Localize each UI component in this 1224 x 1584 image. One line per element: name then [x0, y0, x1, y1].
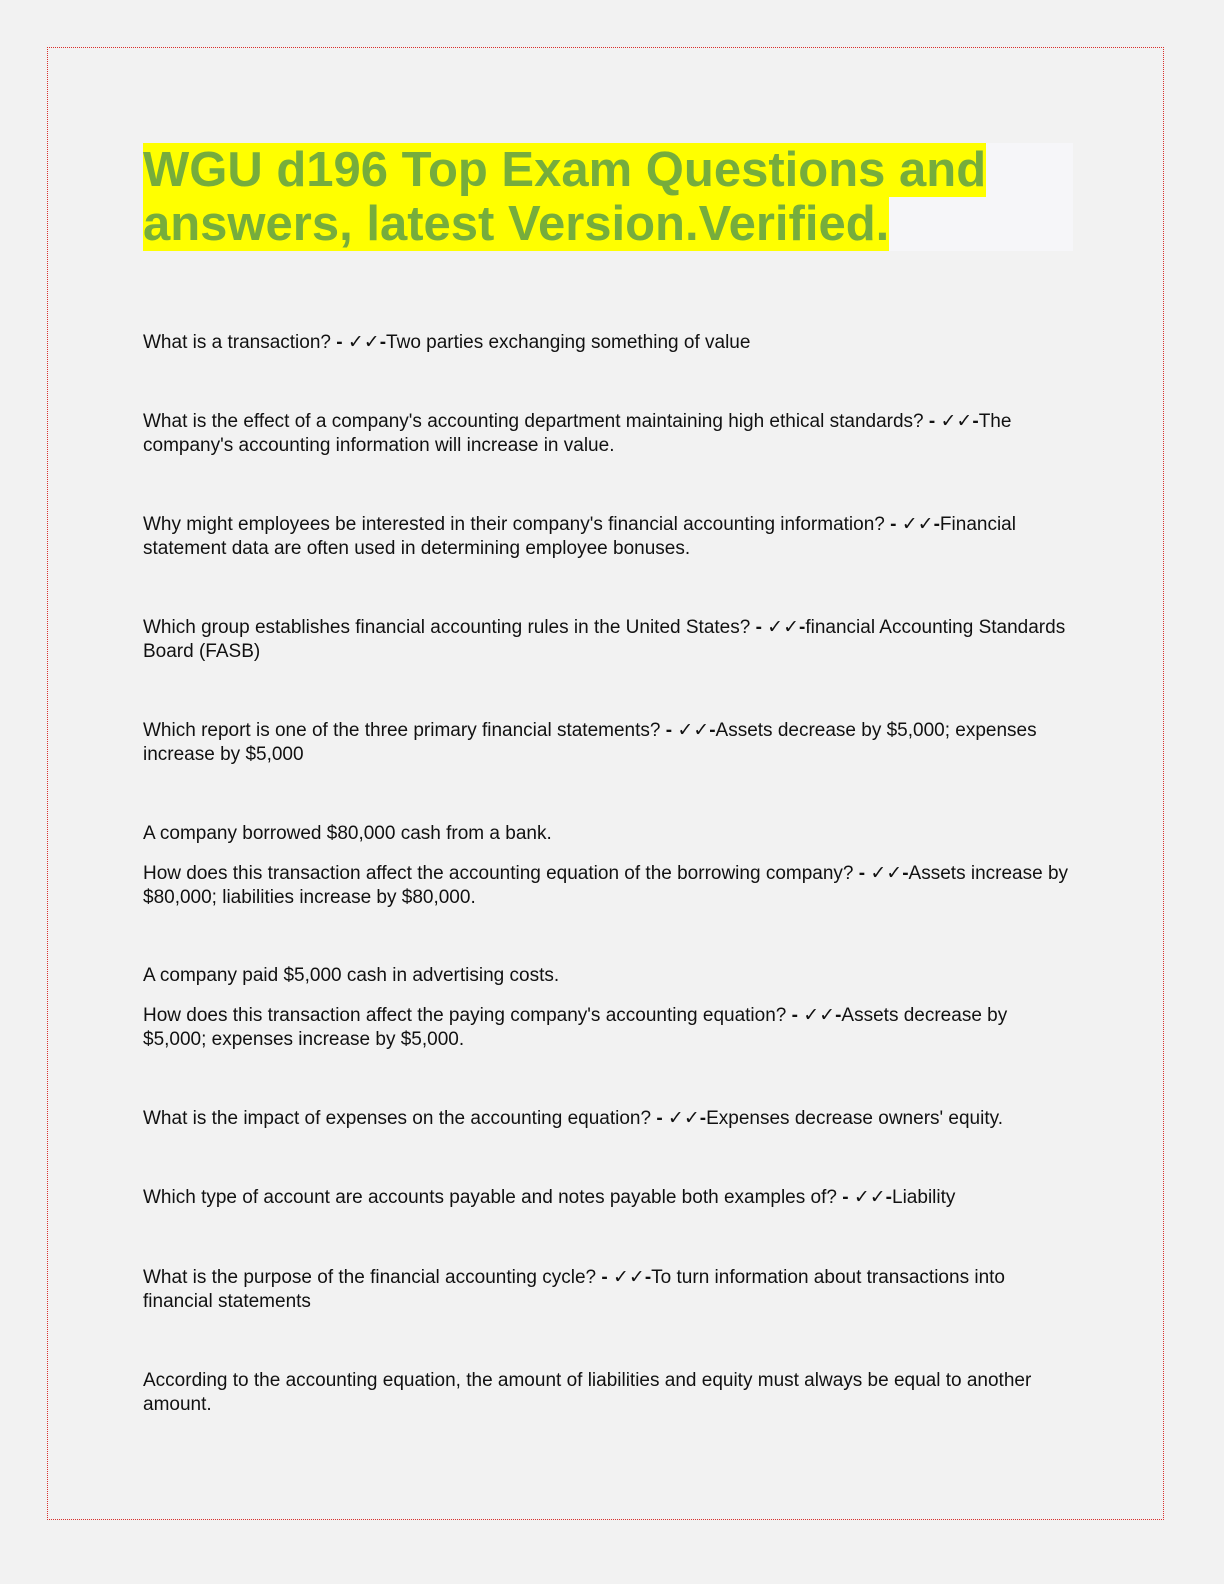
document-title — [143, 143, 1073, 251]
qa-item-2 — [143, 410, 1073, 458]
question: What is a transaction? — [143, 332, 331, 353]
question: Why might employees be interested in their company's financial accounting information? — [143, 514, 885, 535]
qa-item-7 — [143, 964, 1073, 1052]
answer: To turn information about transactions into financial statements — [143, 1267, 1005, 1312]
question: How does this transaction affect the accounting equation of the borrowing company? — [143, 863, 854, 884]
answer: Liability — [892, 1187, 956, 1208]
qa-text — [143, 1107, 1073, 1131]
answer: Assets decrease by $5,000; expenses increase by $5,000. — [143, 1005, 1008, 1050]
qa-text — [143, 331, 1073, 355]
question: What is the effect of a company's accounting department maintaining high ethical standards? — [143, 411, 924, 432]
answer: The company's accounting information will increase in value. — [143, 411, 1012, 456]
qa-text — [143, 1004, 1073, 1052]
check-separator: - ✓✓- — [651, 1108, 707, 1129]
qa-text — [143, 513, 1073, 561]
qa-text — [143, 1266, 1073, 1314]
check-separator: - ✓✓- — [786, 1005, 842, 1026]
qa-text — [143, 1369, 1073, 1417]
question: Which report is one of the three primary financial statements? — [143, 720, 661, 741]
qa-context: A company borrowed $80,000 cash from a bank. — [143, 823, 552, 844]
qa-item-8 — [143, 1107, 1073, 1131]
check-separator: - ✓✓- — [853, 863, 909, 884]
qa-item-4 — [143, 616, 1073, 664]
title-line-2: answers, latest Version.Verified. — [143, 197, 890, 251]
question: What is the impact of expenses on the accounting equation? — [143, 1108, 652, 1129]
answer: Assets decrease by $5,000; expenses increase by $5,000 — [143, 720, 1037, 765]
qa-item-10 — [143, 1266, 1073, 1314]
check-separator: - ✓✓- — [836, 1187, 893, 1208]
check-separator: - ✓✓- — [923, 411, 979, 432]
question: How does this transaction affect the paying company's accounting equation? — [143, 1005, 787, 1026]
qa-text — [143, 862, 1073, 910]
question: Which type of account are accounts payable and notes payable both examples of? — [143, 1187, 837, 1208]
title-line-1: WGU d196 Top Exam Questions and — [143, 143, 987, 197]
qa-text — [143, 616, 1073, 664]
question: What is the purpose of the financial accounting cycle? — [143, 1267, 597, 1288]
title-block — [143, 143, 1073, 251]
qa-text — [143, 719, 1073, 767]
check-separator: - ✓✓- — [596, 1267, 652, 1288]
answer: Two parties exchanging something of value — [386, 332, 751, 353]
qa-text — [143, 410, 1073, 458]
check-separator: - ✓✓- — [660, 720, 716, 741]
qa-item-5 — [143, 719, 1073, 767]
question: Which group establishes financial accounting rules in the United States? — [143, 617, 751, 638]
qa-item-11 — [143, 1369, 1073, 1417]
check-separator: - ✓✓- — [750, 617, 806, 638]
answer: Expenses decrease owners' equity. — [706, 1108, 1003, 1129]
check-separator: - ✓✓- — [330, 332, 387, 353]
answer: Assets increase by $80,000; liabilities increase by $80,000. — [143, 863, 1069, 908]
qa-context: A company paid $5,000 cash in advertising costs. — [143, 965, 560, 986]
qa-text — [143, 1186, 1073, 1210]
qa-item-3 — [143, 513, 1073, 561]
qa-item-1 — [143, 331, 1073, 355]
check-separator: - ✓✓- — [884, 514, 940, 535]
answer: Financial statement data are often used in determining employee bonuses. — [143, 514, 1016, 559]
qa-item-6 — [143, 822, 1073, 910]
question: According to the accounting equation, the amount of liabilities and equity must always be equal to another amount. — [143, 1370, 1032, 1415]
answer: financial Accounting Standards Board (FASB) — [143, 617, 1066, 662]
qa-item-9 — [143, 1186, 1073, 1210]
